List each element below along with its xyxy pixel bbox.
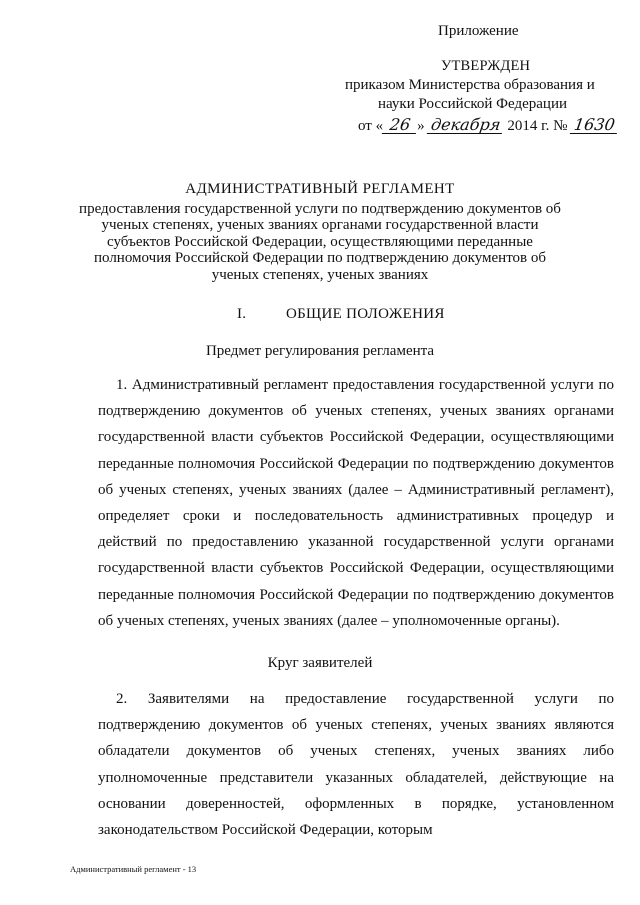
approved-label: УТВЕРЖДЕН <box>441 58 531 74</box>
date-prefix: от « <box>358 118 384 134</box>
section-name: ОБЩИЕ ПОЛОЖЕНИЯ <box>286 306 445 322</box>
subsection-heading-subject: Предмет регулирования регламента <box>205 343 435 359</box>
order-line-2: науки Российской Федерации <box>378 96 568 112</box>
date-year: 2014 г. № <box>507 118 568 134</box>
document-title: АДМИНИСТРАТИВНЫЙ РЕГЛАМЕНТ <box>185 181 455 197</box>
handwritten-day: 26 <box>382 117 418 134</box>
subsection-heading-applicants: Круг заявителей <box>267 655 373 671</box>
date-day-suffix: » <box>417 118 425 134</box>
annex-label: Приложение <box>438 23 519 39</box>
approval-date-line <box>358 117 618 136</box>
document-subtitle: предоставления государственной услуги по подтверждению документов об ученых степенях, ученых званиях органами государственной власти субъектов Российской Федерации, осуществляющими переданные полномочия Российской Федерации по подтверждению документов об ученых степенях, ученых званиях <box>79 201 561 283</box>
section-number: I. <box>237 306 247 322</box>
order-line-1: приказом Министерства образования и <box>345 77 595 93</box>
paragraph-2: 2. Заявителями на предоставление государственной услуги по подтверждению документов об ученых степенях, ученых званиях являются обладатели документов об ученых степенях, ученых званиях либо уполномоченные представители указанных обладателей, действующие на основании доверенностей, оформленных в порядке, установленном законодательством Российской Федерации, которым <box>98 691 614 839</box>
handwritten-month: декабря <box>427 117 505 134</box>
paragraph-1: 1. Административный регламент предоставления государственной услуги по подтверждению документов об ученых степенях, ученых званиях органами государственной власти субъектов Российской Федерации, осуществляющими переданные полномочия Российской Федерации по подтверждению документов об ученых степенях, ученых званиях (далее – Административный регламент), определяет сроки и последовательность административных процедур и действий по предоставлению указанной государственной услуги органами государственной власти субъектов Российской Федерации, осуществляющими переданные полномочия Российской Федерации по подтверждению документов об ученых степенях, ученых званиях (далее – уполномоченные органы). <box>98 377 614 629</box>
handwritten-order-number: 1630 <box>570 117 619 134</box>
page-footer: Административный регламент - 13 <box>70 864 197 874</box>
